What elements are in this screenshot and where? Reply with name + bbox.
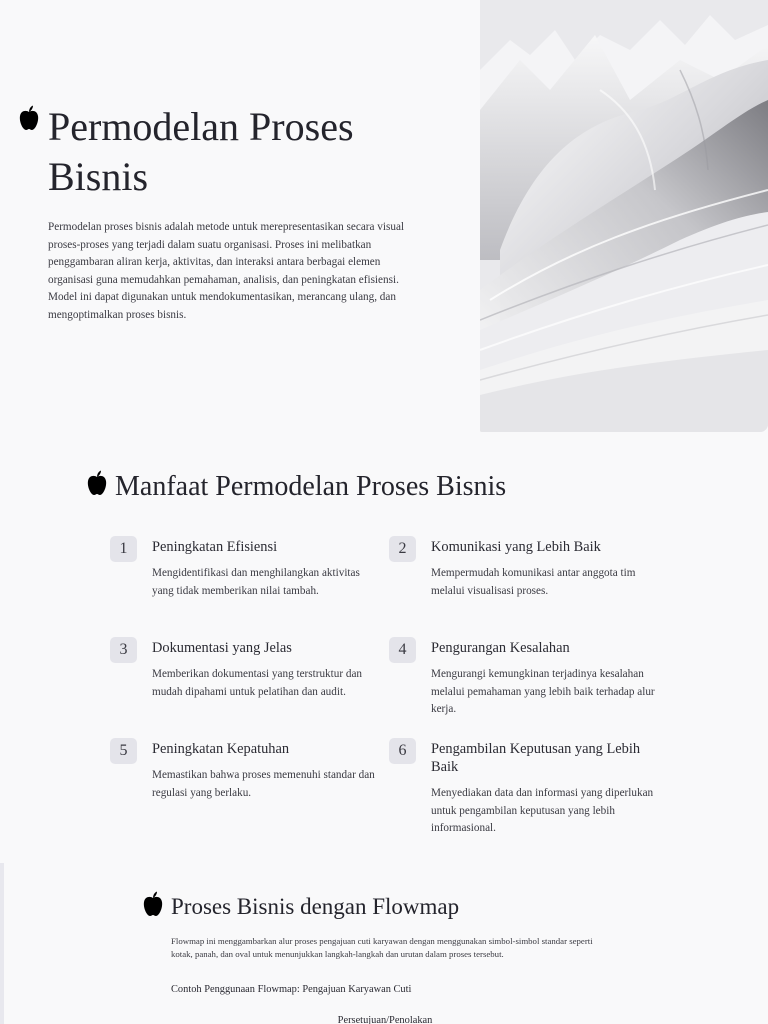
flowmap-description: Flowmap ini menggambarkan alur proses pengajuan cuti karyawan dengan menggunakan simbol-simbol standar seperti kotak, panah, dan oval untuk menunjukkan langkah-langkah dan urutan dalam proses tersebut.: [171, 936, 593, 959]
page-title: Permodelan Proses Bisnis: [48, 104, 354, 199]
benefit-description: Mempermudah komunikasi antar anggota tim melalui visualisasi proses.: [431, 567, 636, 597]
hero-section: [0, 0, 768, 432]
number-badge: 1: [110, 536, 137, 562]
benefit-title: Pengurangan Kesalahan: [431, 640, 570, 656]
apple-icon: [142, 890, 164, 918]
flowmap-node: Persetujuan/Penolakan: [337, 1015, 433, 1024]
hero-image: [480, 0, 768, 432]
benefit-description: Memberikan dokumentasi yang terstruktur dan mudah dipahami untuk pelatihan dan audit.: [152, 668, 363, 698]
section-divider: [0, 863, 4, 1024]
benefit-title: Komunikasi yang Lebih Baik: [431, 539, 601, 555]
flowmap-example-label: Contoh Penggunaan Flowmap: Pengajuan Karyawan Cuti: [171, 984, 412, 995]
flowmap-heading: Proses Bisnis dengan Flowmap: [171, 894, 460, 919]
benefit-description: Memastikan bahwa proses memenuhi standar dan regulasi yang berlaku.: [152, 769, 375, 799]
benefit-description: Mengidentifikasi dan menghilangkan aktivitas yang tidak memberikan nilai tambah.: [152, 567, 360, 597]
apple-icon: [18, 104, 40, 132]
number-badge: 6: [389, 738, 416, 764]
number-badge: 2: [389, 536, 416, 562]
apple-icon: [86, 469, 108, 497]
number-badge: 4: [389, 637, 416, 663]
benefits-heading: Manfaat Permodelan Proses Bisnis: [115, 471, 507, 502]
hero-description: Permodelan proses bisnis adalah metode untuk merepresentasikan secara visual proses-proses yang terjadi dalam suatu organisasi. Proses ini melibatkan penggambaran aliran kerja, aktivitas, dan interaksi antara berbagai elemen organisasi guna memudahkan pemahaman, analisis, dan peningkatan efisiensi. Model ini dapat digunakan untuk mendokumentasikan, merancang ulang, dan mengoptimalkan proses bisnis.: [48, 221, 405, 321]
benefit-title: Peningkatan Kepatuhan: [152, 741, 290, 757]
benefit-description: Menyediakan data dan informasi yang diperlukan untuk pengambilan keputusan yang lebih informasional.: [431, 787, 654, 835]
benefit-description: Mengurangi kemungkinan terjadinya kesalahan melalui pemahaman yang lebih baik terhadap alur kerja.: [431, 668, 655, 716]
benefit-title: Dokumentasi yang Jelas: [152, 640, 292, 656]
benefit-title: Peningkatan Efisiensi: [152, 539, 278, 555]
number-badge: 5: [110, 738, 137, 764]
number-badge: 3: [110, 637, 137, 663]
benefit-title: Pengambilan Keputusan yang Lebih Baik: [431, 741, 641, 775]
